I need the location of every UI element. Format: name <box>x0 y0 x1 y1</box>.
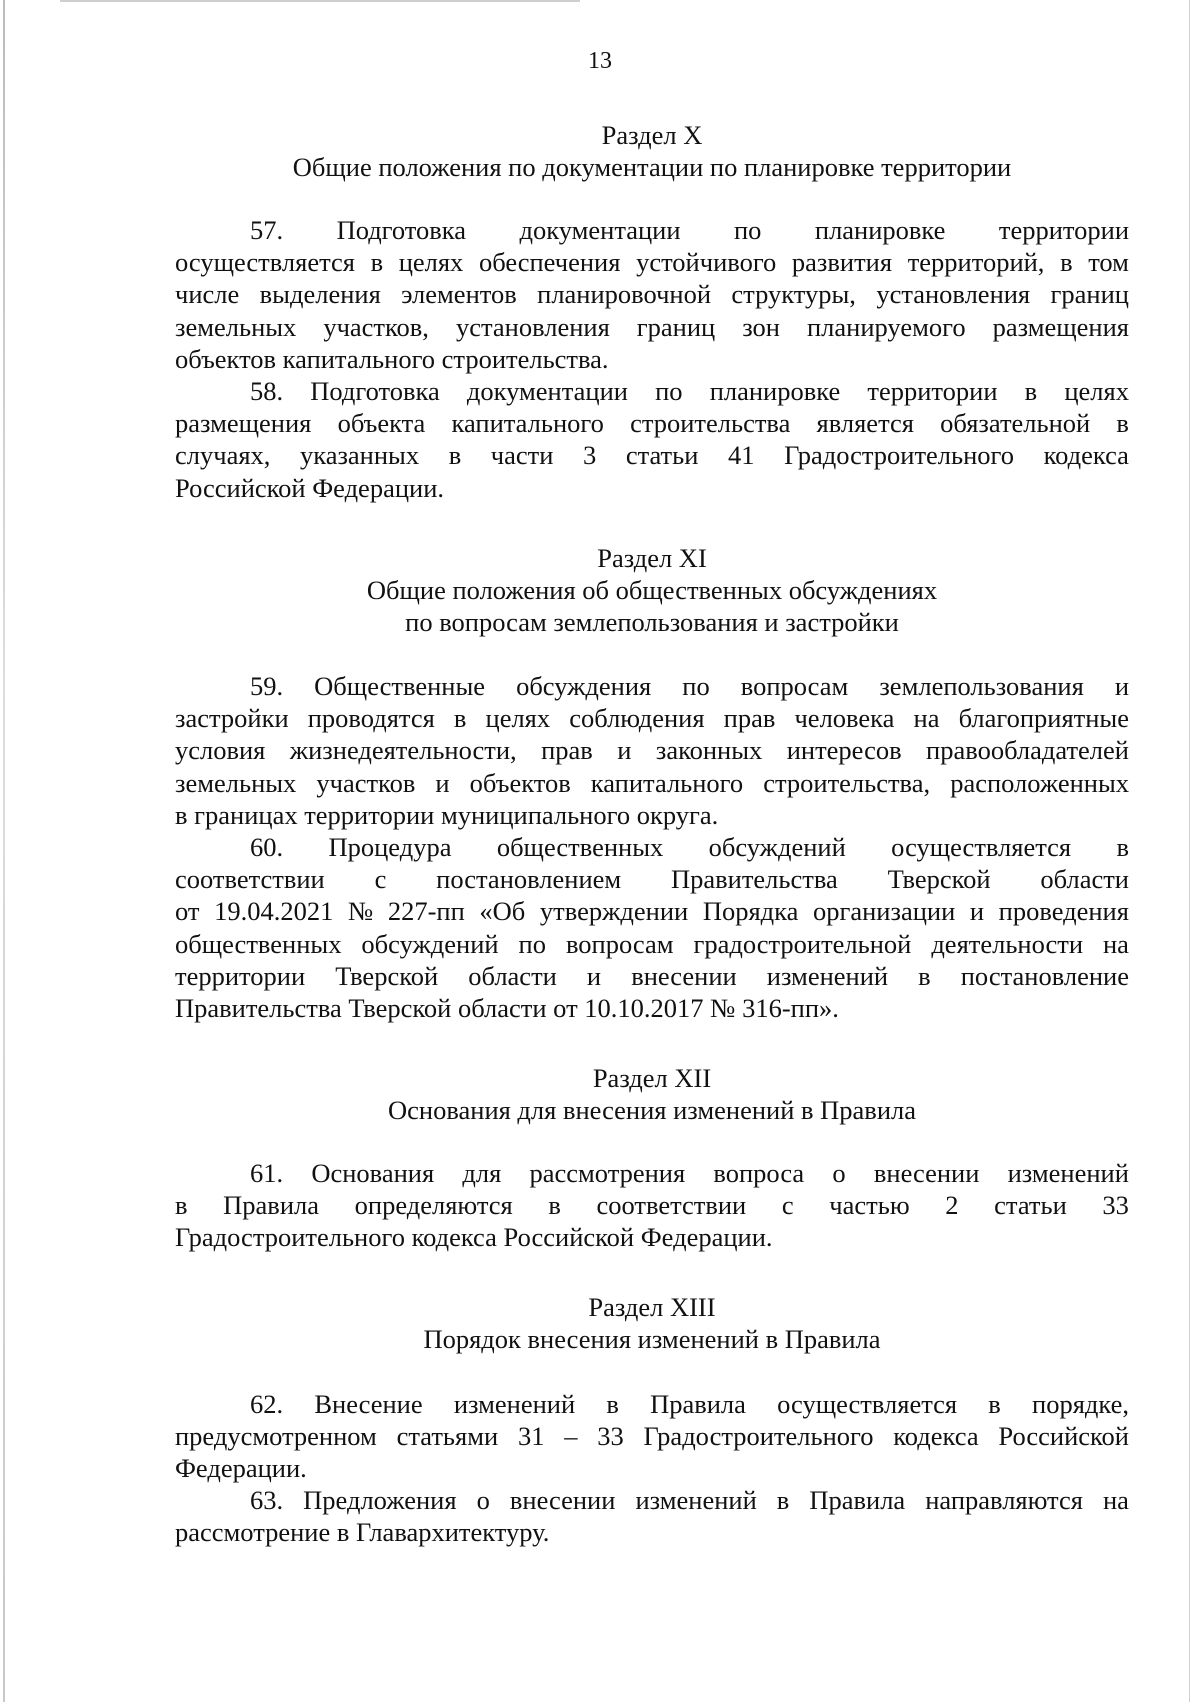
word: № <box>347 896 374 927</box>
word: структуры, <box>731 279 856 310</box>
word: осуществляется <box>777 1389 958 1419</box>
text-line <box>175 895 1129 927</box>
word: и <box>435 767 450 798</box>
word: территории <box>867 376 998 406</box>
word: о <box>476 1485 490 1515</box>
word: установления <box>876 279 1031 310</box>
word: внесении <box>873 1158 980 1188</box>
text-line <box>175 1452 1129 1484</box>
word: планировке <box>709 376 841 406</box>
text-line <box>175 1516 1129 1548</box>
word: Основания <box>311 1158 435 1188</box>
word: Внесение <box>314 1389 423 1419</box>
word: в <box>1060 247 1073 278</box>
word: землепользования <box>879 671 1084 701</box>
word: соблюдения <box>569 703 705 734</box>
line-text: Российской Федерации. <box>175 472 444 503</box>
word: обязательной <box>940 408 1091 439</box>
scan-edge-top <box>60 0 580 2</box>
word: 41 <box>727 440 755 471</box>
word: постановление <box>960 960 1129 991</box>
text-line <box>175 1484 1129 1516</box>
word: территорий, <box>907 247 1045 278</box>
line-text: Федерации. <box>175 1453 307 1484</box>
word: том <box>1088 247 1129 278</box>
text-line <box>175 439 1129 471</box>
word: элементов <box>401 279 517 310</box>
paragraph-57 <box>175 214 1129 375</box>
word: строительства <box>630 408 791 439</box>
paragraph-58 <box>175 375 1129 504</box>
word: участков <box>316 767 416 798</box>
word: о <box>832 1158 846 1188</box>
word: вопросам <box>565 928 674 959</box>
word: Общественные <box>314 671 486 701</box>
word: проведения <box>998 896 1129 927</box>
word: изменений <box>453 1389 576 1419</box>
word: капитального <box>590 767 744 798</box>
word: изменений <box>1007 1158 1129 1188</box>
word: Тверской <box>335 960 439 991</box>
word: осуществляется <box>175 247 355 278</box>
word: 60. <box>250 832 284 862</box>
text-line <box>175 702 1129 734</box>
word: случаях, <box>175 440 271 471</box>
word: и <box>617 735 632 766</box>
word: в <box>776 1485 790 1515</box>
word: определяются <box>354 1190 513 1221</box>
word: соответствии <box>175 864 325 895</box>
word: 31 <box>517 1421 545 1452</box>
word: Правила <box>809 1485 906 1515</box>
word: числе <box>175 279 240 310</box>
word: обсуждений <box>708 832 846 862</box>
word: обсуждения <box>516 671 652 701</box>
word: 62. <box>250 1389 284 1419</box>
word: застройки <box>175 703 289 734</box>
word: внесении <box>509 1485 616 1515</box>
word: Тверской <box>887 864 991 895</box>
section-title: Основания для внесения изменений в Правила <box>388 1095 916 1125</box>
word: и <box>969 896 985 927</box>
word: в <box>448 440 462 471</box>
word: прав <box>541 735 593 766</box>
text-line <box>175 799 1129 831</box>
word: обеспечения <box>478 247 621 278</box>
word: 57. <box>250 215 284 245</box>
word: устойчивого <box>636 247 777 278</box>
word: общественных <box>496 832 664 862</box>
word: статьи <box>994 1190 1067 1221</box>
word: Подготовка <box>310 376 440 406</box>
word: законных <box>655 735 763 766</box>
text-line <box>175 863 1129 895</box>
text-line <box>175 1388 1129 1420</box>
word: частью <box>829 1190 910 1221</box>
word: в <box>175 1190 188 1221</box>
word: части <box>490 440 554 471</box>
section-title: Общие положения об общественных обсуждениях <box>366 575 938 605</box>
word: Порядка <box>702 896 799 927</box>
word: зон <box>742 311 780 342</box>
line-text: рассмотрение в Главархитектуру. <box>175 1517 550 1548</box>
text-line <box>175 246 1129 278</box>
word: 59. <box>250 671 284 701</box>
word: статьи <box>625 440 699 471</box>
section-title: Порядок внесения изменений в Правила <box>423 1324 881 1354</box>
word: 227-пп <box>387 896 465 927</box>
word: планировке <box>814 215 946 245</box>
word: земельных <box>175 767 297 798</box>
paragraph-59 <box>175 670 1129 831</box>
word: развития <box>791 247 893 278</box>
text-line <box>175 670 1129 702</box>
word: Российской <box>998 1421 1129 1452</box>
word: от <box>175 896 200 927</box>
word: Предложения <box>303 1485 457 1515</box>
paragraph-61 <box>175 1157 1129 1254</box>
word: в <box>548 1190 561 1221</box>
word: человека <box>794 703 895 734</box>
word: благоприятные <box>958 703 1129 734</box>
word: обсуждений <box>361 928 499 959</box>
word: объектов <box>469 767 571 798</box>
word: в <box>453 703 467 734</box>
word: изменений <box>766 960 889 991</box>
section-label: Раздел X <box>601 120 703 150</box>
section-title: Общие положения по документации по планировке территории <box>292 152 1012 182</box>
word: осуществляется <box>891 832 1072 862</box>
text-line <box>175 831 1129 863</box>
word: по <box>518 928 546 959</box>
word: 2 <box>945 1190 959 1221</box>
word: общественных <box>175 928 342 959</box>
text-line <box>175 375 1129 407</box>
word: Градостроительного <box>784 440 1015 471</box>
word: Процедура <box>328 832 452 862</box>
word: 3 <box>582 440 597 471</box>
word: целях <box>485 703 551 734</box>
word: на <box>1103 928 1129 959</box>
word: участков, <box>323 311 429 342</box>
word: на <box>1102 1485 1129 1515</box>
word: установления <box>455 311 610 342</box>
scan-edge-left <box>3 0 5 1702</box>
text-line <box>175 1189 1129 1221</box>
text-line <box>175 734 1129 766</box>
word: 19.04.2021 <box>214 896 334 927</box>
word: границ <box>1050 279 1129 310</box>
text-line <box>175 1221 1129 1253</box>
word: области <box>468 960 557 991</box>
text-line <box>175 960 1129 992</box>
text-line <box>175 767 1129 799</box>
word: по <box>682 671 710 701</box>
word: градостроительной <box>693 928 912 959</box>
section-x-heading <box>120 119 1184 183</box>
line-text: объектов капитального строительства. <box>175 343 609 374</box>
text-line <box>175 1157 1129 1189</box>
word: размещения <box>992 311 1129 342</box>
word: выделения <box>259 279 381 310</box>
text-line <box>175 1420 1129 1452</box>
paragraph-60 <box>175 831 1129 1024</box>
word: в <box>918 960 931 991</box>
word: правообладателей <box>926 735 1129 766</box>
text-line <box>175 928 1129 960</box>
word: в <box>1116 832 1129 862</box>
word: направляются <box>925 1485 1083 1515</box>
text-line <box>175 343 1129 375</box>
section-xiii-heading <box>120 1291 1184 1355</box>
word: «Об <box>479 896 526 927</box>
word: Подготовка <box>336 215 467 245</box>
word: с <box>374 864 387 895</box>
word: изменений <box>635 1485 757 1515</box>
section-label: Раздел XII <box>592 1063 712 1093</box>
line-text: Градостроительного кодекса Российской Федерации. <box>175 1222 773 1253</box>
word: 33 <box>1102 1190 1129 1221</box>
text-line <box>175 472 1129 504</box>
word: по <box>655 376 683 406</box>
word: территории <box>998 215 1129 245</box>
word: 58. <box>250 376 284 406</box>
paragraph-62 <box>175 1388 1129 1485</box>
paragraph-63 <box>175 1484 1129 1548</box>
page-number: 13 <box>588 48 612 74</box>
word: в <box>1116 408 1129 439</box>
text-line <box>175 407 1129 439</box>
word: условия <box>175 735 266 766</box>
word: земельных <box>175 311 297 342</box>
word: целях <box>398 247 464 278</box>
word: соответствии <box>596 1190 747 1221</box>
word: документации <box>466 376 628 406</box>
section-title: по вопросам землепользования и застройки <box>405 607 899 637</box>
section-label: Раздел XIII <box>588 1292 716 1322</box>
word: порядке, <box>1032 1389 1129 1419</box>
word: в <box>606 1389 619 1419</box>
word: статьями <box>396 1421 499 1452</box>
word: документации <box>519 215 681 245</box>
text-line <box>175 992 1129 1024</box>
word: по <box>734 215 762 245</box>
word: области <box>1040 864 1129 895</box>
section-label: Раздел XI <box>597 543 707 573</box>
word: прав <box>723 703 776 734</box>
text-line <box>175 278 1129 310</box>
word: кодекса <box>893 1421 979 1452</box>
word: 33 <box>597 1421 624 1452</box>
word: планировочной <box>537 279 712 310</box>
word: и <box>586 960 602 991</box>
section-xii-heading <box>120 1062 1184 1126</box>
word: деятельности <box>931 928 1084 959</box>
word: в <box>370 247 384 278</box>
word: Правительства <box>671 864 838 895</box>
word: объекта <box>337 408 426 439</box>
word: жизнедеятельности, <box>289 735 517 766</box>
word: для <box>462 1158 502 1188</box>
word: утверждении <box>539 896 689 927</box>
word: размещения <box>175 408 312 439</box>
word: кодекса <box>1043 440 1129 471</box>
word: внесении <box>631 960 737 991</box>
word: на <box>913 703 940 734</box>
text-line <box>175 214 1129 246</box>
section-xi-heading <box>120 542 1184 638</box>
word: в <box>1024 376 1038 406</box>
word: является <box>816 408 914 439</box>
word: расположенных <box>950 767 1129 798</box>
line-text: Правительства Тверской области от 10.10.2017 № 316-пп». <box>175 992 839 1023</box>
word: проводятся <box>307 703 435 734</box>
text-line <box>175 311 1129 343</box>
word: целях <box>1064 376 1129 406</box>
word: и <box>1114 671 1129 701</box>
word: указанных <box>299 440 420 471</box>
word: планируемого <box>807 311 966 342</box>
word: вопроса <box>713 1158 805 1188</box>
word: в <box>988 1389 1001 1419</box>
word: капитального <box>451 408 604 439</box>
scan-edge-right <box>1189 0 1190 1702</box>
word: 63. <box>250 1485 284 1515</box>
word: границ <box>636 311 716 342</box>
word: рассмотрения <box>529 1158 686 1188</box>
word: постановлением <box>436 864 622 895</box>
word: территории <box>175 960 306 991</box>
word: Правила <box>650 1389 746 1419</box>
word: Градостроительного <box>643 1421 874 1452</box>
word: 61. <box>250 1158 284 1188</box>
word: – <box>564 1421 578 1452</box>
word: строительства, <box>763 767 931 798</box>
word: вопросам <box>740 671 849 701</box>
word: организации <box>812 896 956 927</box>
line-text: в границах территории муниципального округа. <box>175 799 719 830</box>
word: Правила <box>223 1190 319 1221</box>
word: предусмотренном <box>175 1421 377 1452</box>
word: интересов <box>786 735 902 766</box>
word: с <box>781 1190 794 1221</box>
